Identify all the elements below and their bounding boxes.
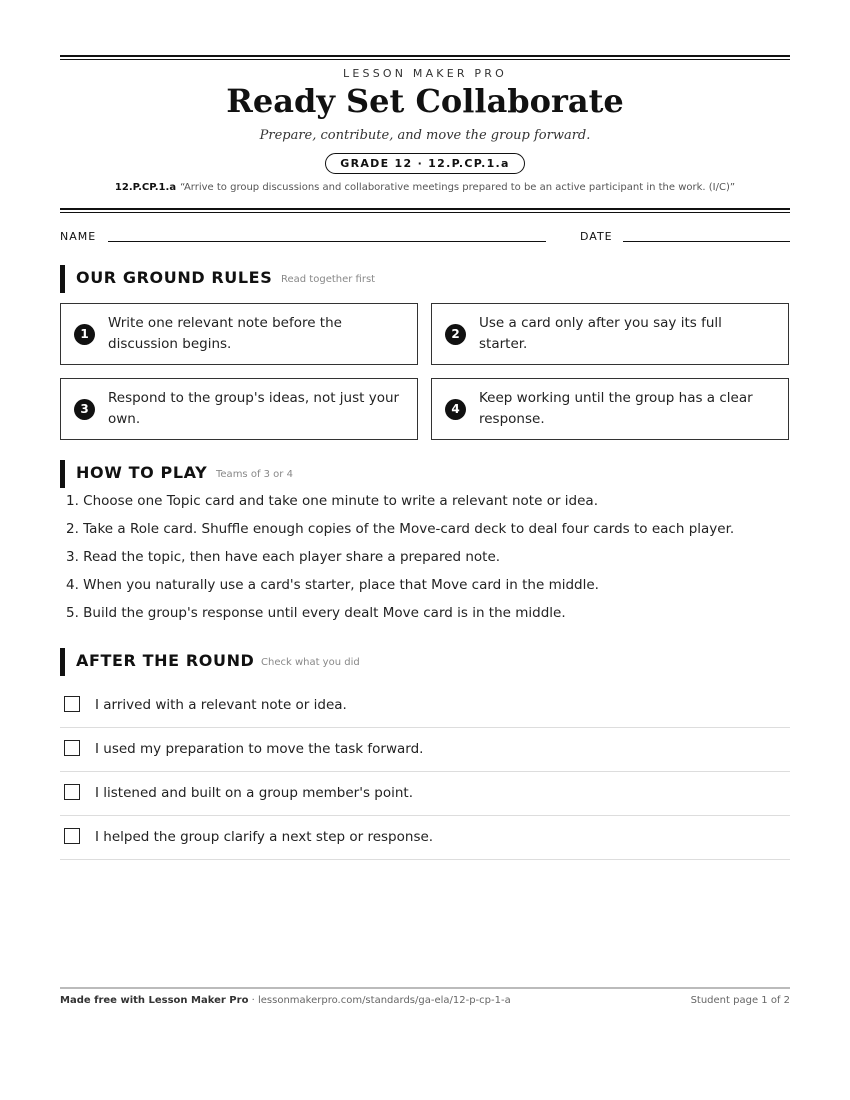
rule-number-badge: 2 — [445, 324, 466, 345]
ground-rules-note: Read together first — [281, 274, 376, 285]
rule-number-badge: 4 — [445, 399, 466, 420]
grade-badge: GRADE 12 · 12.P.CP.1.a — [325, 153, 525, 174]
ground-rule-card — [60, 303, 418, 365]
rule-text: Keep working until the group has a clear response. — [479, 390, 753, 427]
step-item: 3. Read the topic, then have each player share a prepared note. — [66, 549, 501, 565]
date-label: DATE — [580, 230, 613, 243]
checkbox[interactable] — [64, 740, 80, 756]
checklist-text: I used my preparation to move the task forward. — [95, 741, 424, 757]
footer-page-number: Student page 1 of 2 — [690, 995, 790, 1006]
name-date-row — [60, 228, 790, 246]
footer-made-with: Made free with Lesson Maker Pro — [60, 995, 249, 1006]
how-to-play-note: Teams of 3 or 4 — [216, 469, 293, 480]
checklist-text: I listened and built on a group member's point. — [95, 785, 413, 801]
footer-rule — [60, 987, 790, 989]
top-double-rule — [60, 55, 790, 60]
name-line[interactable] — [108, 241, 546, 242]
ground-rule-card — [60, 378, 418, 440]
checkbox[interactable] — [64, 828, 80, 844]
how-to-play-title: HOW TO PLAY — [76, 463, 208, 482]
page-title: Ready Set Collaborate — [226, 82, 624, 120]
section-bar — [60, 460, 65, 488]
ground-rule-card — [431, 378, 789, 440]
after-round-heading — [60, 648, 790, 676]
ground-rule-card — [431, 303, 789, 365]
standard-text: “Arrive to group discussions and collaborative meetings prepared to be an active participant in the work. (I/C)” — [180, 182, 736, 193]
checkbox[interactable] — [64, 784, 80, 800]
standard-code: 12.P.CP.1.a — [114, 182, 177, 193]
rule-text: Respond to the group's ideas, not just your own. — [108, 390, 400, 427]
rule-text: Write one relevant note before the discussion begins. — [108, 315, 342, 352]
footer — [60, 995, 790, 1006]
header-double-rule — [60, 208, 790, 213]
after-round-title: AFTER THE ROUND — [76, 651, 255, 670]
ground-rules-title: OUR GROUND RULES — [76, 268, 273, 287]
footer-url[interactable]: · lessonmakerpro.com/standards/ga-ela/12-p-cp-1-a — [248, 995, 511, 1006]
checklist-item — [60, 772, 790, 816]
ground-rules-heading — [60, 265, 790, 293]
section-bar — [60, 648, 65, 676]
rule-text: Use a card only after you say its full starter. — [479, 315, 722, 352]
checklist-item — [60, 684, 790, 728]
step-item: 1. Choose one Topic card and take one minute to write a relevant note or idea. — [66, 493, 598, 509]
step-item: 5. Build the group's response until every dealt Move card is in the middle. — [66, 605, 566, 621]
checklist-item — [60, 728, 790, 772]
reflection-checklist — [60, 684, 790, 860]
name-label: NAME — [60, 230, 97, 243]
brand-label: LESSON MAKER PRO — [343, 67, 507, 80]
how-to-play-heading — [60, 460, 790, 488]
page-subtitle: Prepare, contribute, and move the group forward. — [259, 128, 591, 143]
after-round-note: Check what you did — [261, 657, 360, 668]
step-item: 2. Take a Role card. Shuffle enough copies of the Move-card deck to deal four cards to each player. — [66, 521, 735, 537]
step-item: 4. When you naturally use a card's starter, place that Move card in the middle. — [66, 577, 599, 593]
worksheet-page — [60, 0, 790, 1100]
checklist-text: I helped the group clarify a next step or response. — [95, 829, 434, 845]
checkbox[interactable] — [64, 696, 80, 712]
standard-statement — [60, 182, 790, 193]
how-to-play-steps — [66, 493, 790, 633]
grade-badge-wrap — [60, 152, 790, 174]
section-bar — [60, 265, 65, 293]
date-line[interactable] — [623, 241, 790, 242]
rule-number-badge: 3 — [74, 399, 95, 420]
rule-number-badge: 1 — [74, 324, 95, 345]
checklist-item — [60, 816, 790, 860]
checklist-text: I arrived with a relevant note or idea. — [95, 697, 347, 713]
